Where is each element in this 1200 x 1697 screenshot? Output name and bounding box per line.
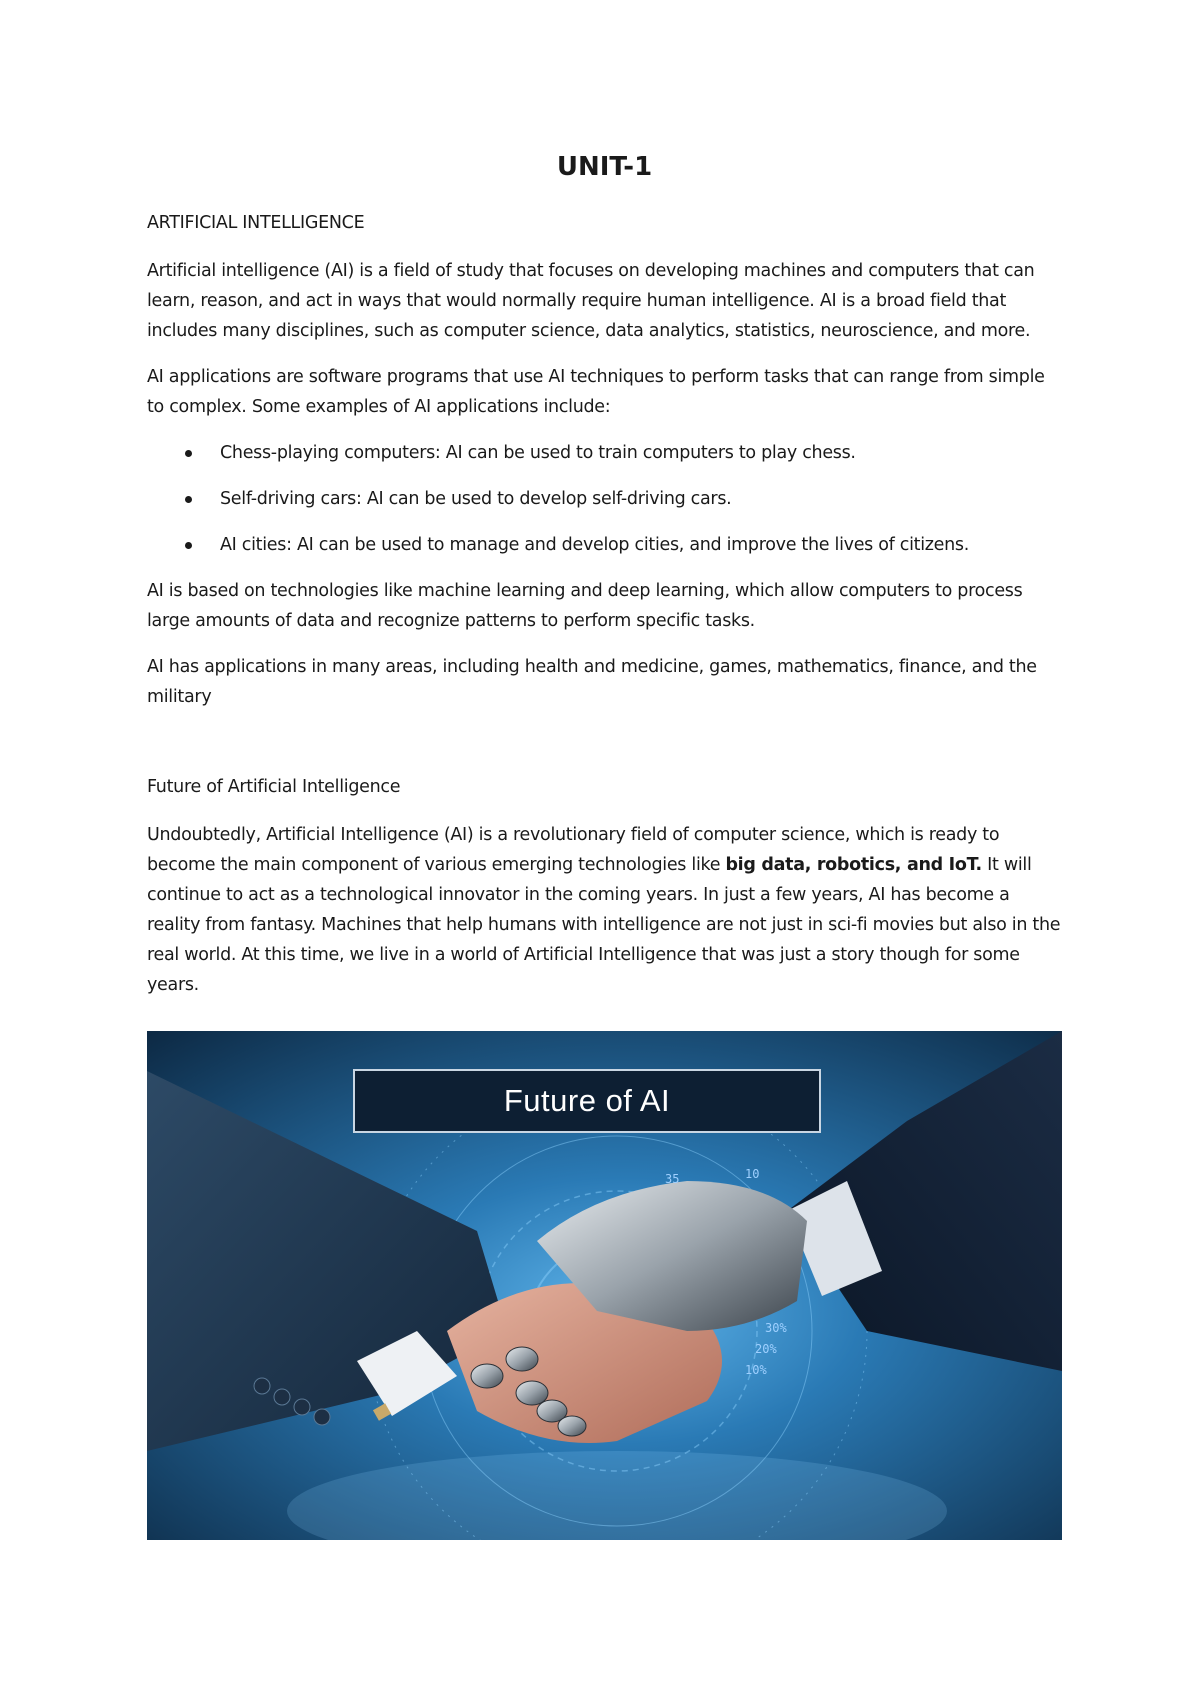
hud-label: 35: [665, 1172, 680, 1186]
future-of-ai-image: [147, 1031, 1062, 1540]
applications-list: [147, 438, 1062, 560]
hud-label: 10: [745, 1167, 760, 1181]
bullet-icon: [185, 542, 192, 549]
paragraph-future-bold: big data, robotics, and IoT.: [725, 855, 982, 875]
bullet-icon: [185, 450, 192, 457]
section-heading-future: Future of Artificial Intelligence: [147, 777, 401, 797]
paragraph-ai-applications: AI applications are software programs that use AI techniques to perform tasks that can range from simple to complex. Some examples of AI applications include:: [147, 367, 1045, 417]
list-item: [147, 530, 1062, 560]
list-item: [147, 438, 1062, 468]
paragraph-ai-definition: Artificial intelligence (AI) is a field of study that focuses on developing machines and computers that can learn, reason, and act in ways that would normally require human intelligence. AI is a broad field that includes many disciplines, such as computer science, data analytics, statistics, neuroscience, and more.: [147, 261, 1035, 341]
page-title: UNIT-1: [556, 152, 653, 182]
document-body: [147, 150, 1062, 1016]
list-item: [147, 484, 1062, 514]
paragraph-ai-areas: AI has applications in many areas, including health and medicine, games, mathematics, finance, and the military: [147, 657, 1037, 707]
hud-label: 10%: [745, 1363, 767, 1377]
hud-label: 30%: [765, 1321, 787, 1335]
paragraph-future-text-1: Undoubtedly, Artificial Intelligence (AI) is a revolutionary field of computer science, which is ready to become the main component of various emerging technologies like: [147, 825, 1000, 875]
bullet-icon: [185, 496, 192, 503]
list-item-text: Self-driving cars: AI can be used to develop self-driving cars.: [220, 489, 732, 509]
spacer: [147, 728, 1062, 772]
section-heading-ai: ARTIFICIAL INTELLIGENCE: [147, 213, 365, 233]
paragraph-future-text-2: It will continue to act as a technological innovator in the coming years. In just a few years, AI has become a reality from fantasy. Machines that help humans with intelligence are not just in sci-fi movies but also in the real world. At this time, we live in a world of Artificial Intelligence that was just a story though for some years.: [147, 855, 1061, 995]
paragraph-future: [147, 820, 1062, 1000]
hud-label: 20%: [755, 1342, 777, 1356]
list-item-text: Chess-playing computers: AI can be used to train computers to play chess.: [220, 443, 856, 463]
paragraph-ai-technologies: AI is based on technologies like machine learning and deep learning, which allow computers to process large amounts of data and recognize patterns to perform specific tasks.: [147, 581, 1023, 631]
banner-future-of-ai: Future of AI: [353, 1069, 821, 1133]
list-item-text: AI cities: AI can be used to manage and develop cities, and improve the lives of citizens.: [220, 535, 969, 555]
